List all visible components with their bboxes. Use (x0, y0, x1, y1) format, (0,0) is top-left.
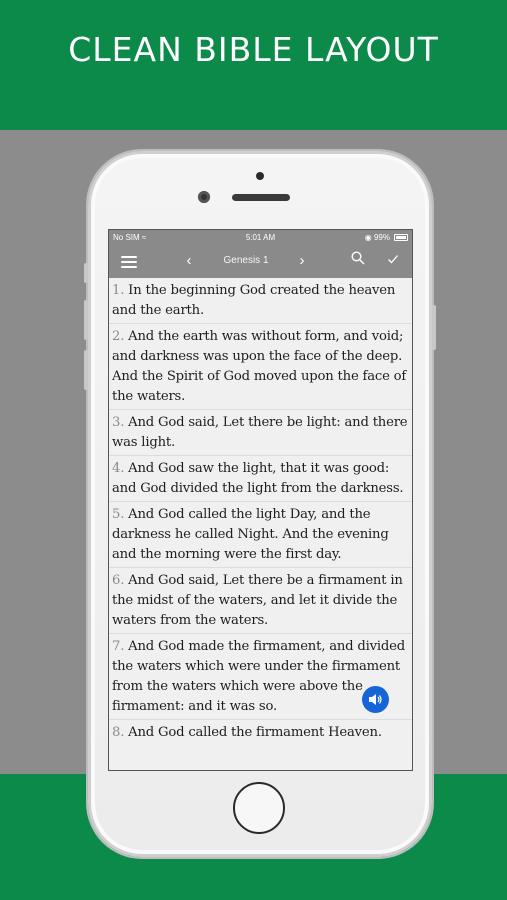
earpiece-speaker (232, 194, 290, 201)
verse-text: In the beginning God created the heaven and the earth. (112, 283, 396, 318)
verse-item[interactable] (109, 324, 412, 410)
phone-volume-up (84, 300, 88, 340)
verse-text: And God said, Let there be light: and there was light. (112, 415, 408, 450)
verse-number: 5. (112, 507, 125, 522)
verse-item[interactable] (109, 410, 412, 456)
verse-number: 7. (112, 639, 125, 654)
verse-text: And the earth was without form, and void; and darkness was upon the face of the deep. And the Spirit of God moved upon the face of the waters. (112, 329, 407, 404)
proximity-sensor (256, 172, 264, 180)
verse-number: 4. (112, 461, 125, 476)
verse-item[interactable] (109, 502, 412, 568)
orientation-lock-icon: ◉ (364, 233, 372, 242)
search-icon[interactable] (347, 251, 369, 271)
toolbar (109, 246, 412, 278)
carrier-label: No SIM ≈ (113, 233, 147, 242)
verse-text: And God said, Let there be a firmament in the midst of the waters, and let it divide the waters from the waters. (112, 573, 403, 628)
phone-silent-switch (84, 263, 88, 283)
status-bar (109, 230, 412, 246)
verse-text: And God made the firmament, and divided the waters which were under the firmament from the waters which were above the firmament: and it was so. (112, 639, 405, 714)
verse-text: And God called the light Day, and the darkness he called Night. And the evening and the morning were the first day. (112, 507, 389, 562)
verse-item[interactable] (109, 568, 412, 634)
verse-number: 1. (112, 283, 125, 298)
home-button[interactable] (233, 782, 285, 834)
verse-number: 8. (112, 725, 125, 740)
front-camera (198, 191, 210, 203)
status-time: 5:01 AM (245, 233, 276, 242)
verse-item[interactable] (109, 456, 412, 502)
chapter-title[interactable]: Genesis 1 (223, 255, 269, 266)
phone-volume-down (84, 350, 88, 390)
banner-headline: CLEAN BIBLE LAYOUT (68, 30, 439, 69)
verse-number: 3. (112, 415, 125, 430)
speaker-icon (368, 693, 383, 706)
wifi-icon: ≈ (141, 233, 147, 242)
audio-play-button[interactable] (362, 686, 389, 713)
verse-number: 6. (112, 573, 125, 588)
verse-text: And God saw the light, that it was good: and God divided the light from the darkness. (112, 461, 404, 496)
checkmark-icon[interactable] (382, 251, 404, 271)
app-screen (108, 229, 413, 771)
verse-item[interactable] (109, 720, 412, 745)
verse-number: 2. (112, 329, 125, 344)
menu-icon[interactable] (121, 256, 137, 268)
chevron-right-icon[interactable]: › (299, 252, 305, 269)
phone-power-button (432, 305, 436, 350)
chevron-left-icon[interactable]: ‹ (186, 252, 192, 269)
verse-text: And God called the firmament Heaven. (124, 725, 382, 740)
battery-percent: ◉ 99% (364, 233, 390, 242)
battery-icon (394, 234, 408, 241)
verse-item[interactable] (109, 278, 412, 324)
